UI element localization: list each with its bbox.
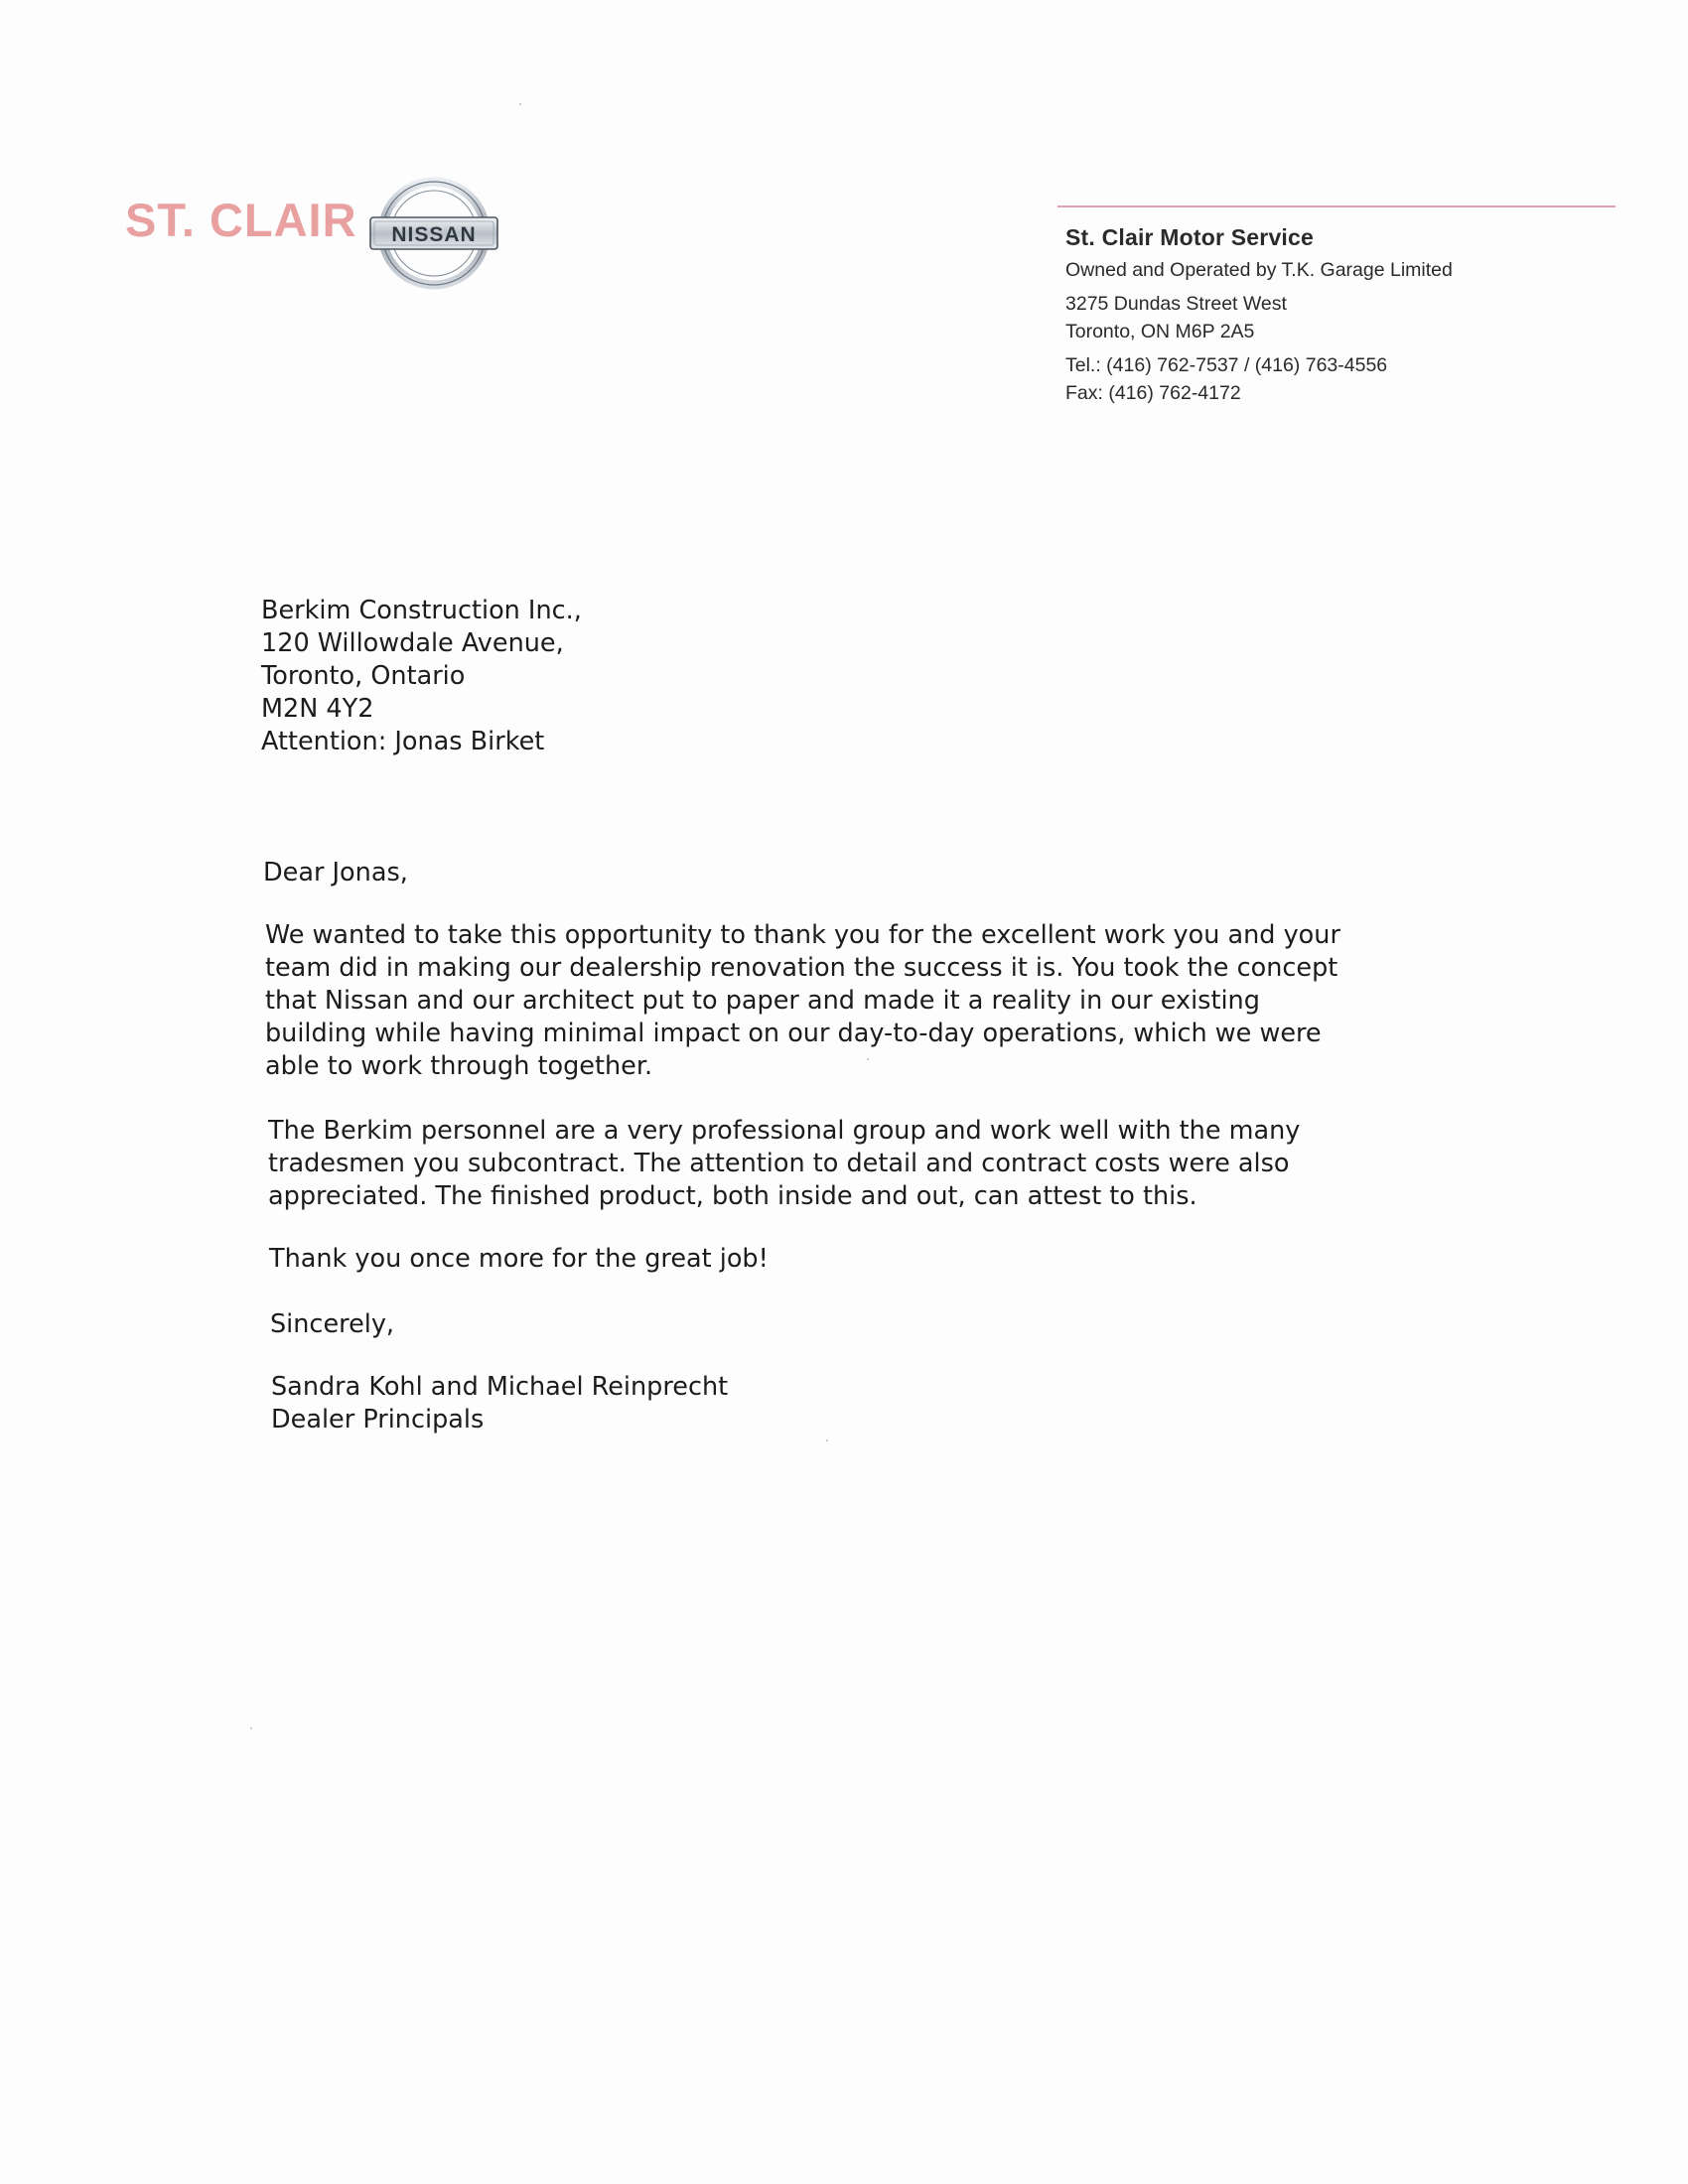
recipient-line: Toronto, Ontario <box>261 661 466 691</box>
paragraph-line: We wanted to take this opportunity to thank you for the excellent work you and your <box>265 920 1340 950</box>
body-paragraph <box>268 1115 1460 1213</box>
scan-speck <box>519 103 521 105</box>
emblem-text: NISSAN <box>391 223 477 246</box>
greeting: Dear Jonas, <box>263 858 408 887</box>
body-paragraph <box>265 919 1457 1083</box>
paragraph-line: building while having minimal impact on our day-to-day operations, which we were <box>265 1019 1322 1048</box>
recipient-line: Attention: Jonas Birket <box>261 727 545 756</box>
body-paragraph <box>269 1243 769 1276</box>
dealer-address-block <box>1065 222 1453 407</box>
closing: Sincerely, <box>270 1309 395 1339</box>
paragraph-line: The Berkim personnel are a very professional group and work well with the many <box>268 1116 1301 1146</box>
signer-title: Dealer Principals <box>271 1405 485 1434</box>
letterhead-rule <box>1057 205 1616 207</box>
paragraph-line: tradesmen you subcontract. The attention to detail and contract costs were also <box>268 1149 1290 1178</box>
recipient-line: M2N 4Y2 <box>261 694 374 724</box>
paragraph-line: appreciated. The finished product, both inside and out, can attest to this. <box>268 1181 1197 1211</box>
dealer-tel: Tel.: (416) 762-7537 / (416) 763-4556 <box>1065 354 1388 376</box>
dealer-name: St. Clair Motor Service <box>1065 224 1315 250</box>
paragraph-line: Thank you once more for the great job! <box>269 1244 769 1274</box>
scan-speck <box>867 1058 869 1060</box>
recipient-address <box>261 595 582 758</box>
dealer-owner: Owned and Operated by T.K. Garage Limited <box>1065 259 1453 281</box>
scan-speck <box>826 1439 828 1441</box>
nissan-emblem-icon <box>367 175 500 292</box>
paragraph-line: able to work through together. <box>265 1051 653 1081</box>
recipient-line: Berkim Construction Inc., <box>261 596 582 625</box>
paragraph-line: that Nissan and our architect put to paper and made it a reality in our existing <box>265 986 1260 1016</box>
dealer-fax: Fax: (416) 762-4172 <box>1065 382 1241 404</box>
recipient-line: 120 Willowdale Avenue, <box>261 628 564 658</box>
signer-names: Sandra Kohl and Michael Reinprecht <box>271 1372 729 1402</box>
st-clair-logo-text: ST. CLAIR <box>125 194 357 246</box>
scan-speck <box>250 1727 252 1729</box>
dealer-city: Toronto, ON M6P 2A5 <box>1065 321 1255 342</box>
paragraph-line: team did in making our dealership renovation the success it is. You took the concept <box>265 953 1338 983</box>
signature-block <box>271 1371 728 1436</box>
dealer-street: 3275 Dundas Street West <box>1065 293 1287 315</box>
